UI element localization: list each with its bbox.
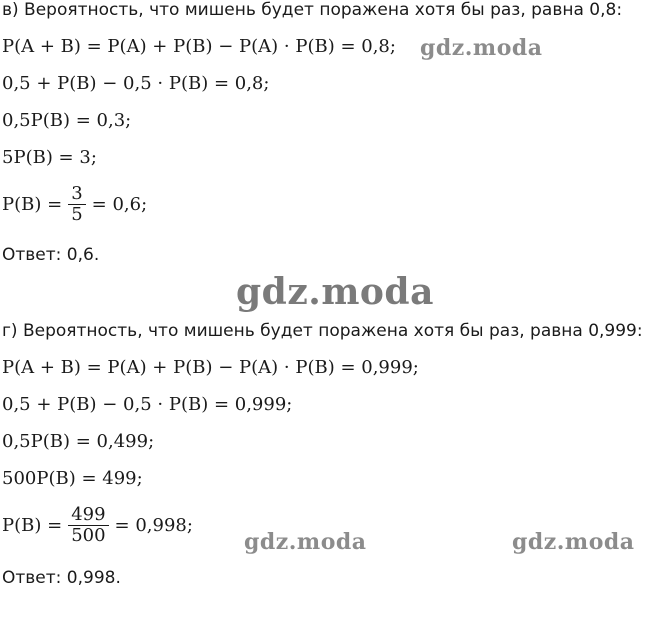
part-g-heading: г) Вероятность, что мишень будет поражена хотя бы раз, равна 0,999:	[2, 321, 643, 341]
part-g-fraction	[68, 505, 108, 546]
part-g-fraction-equation	[2, 505, 193, 546]
part-v-fraction-rhs: = 0,6;	[91, 194, 148, 215]
part-g-equation-1: P(A + B) = P(A) + P(B) − P(A) · P(B) = 0,999;	[2, 357, 419, 378]
part-v-heading: в) Вероятность, что мишень будет поражена хотя бы раз, равна 0,8:	[2, 0, 623, 20]
part-v-answer: Ответ: 0,6.	[2, 245, 100, 265]
watermark-1: gdz.moda	[420, 35, 543, 61]
part-v-fraction-equation	[2, 184, 147, 225]
part-g-equation-2: 0,5 + P(B) − 0,5 · P(B) = 0,999;	[2, 394, 293, 415]
part-g-numerator: 499	[71, 504, 106, 525]
part-v-equation-4: 5P(B) = 3;	[2, 147, 97, 168]
part-v-denominator: 5	[68, 204, 85, 225]
part-g-equation-4: 500P(B) = 499;	[2, 468, 143, 489]
part-g-fraction-rhs: = 0,998;	[114, 515, 193, 536]
part-g-fraction-lhs: P(B) =	[2, 515, 63, 536]
watermark-3: gdz.moda	[244, 529, 367, 555]
part-g-equation-3: 0,5P(B) = 0,499;	[2, 431, 155, 452]
part-v-numerator: 3	[71, 183, 83, 204]
part-v-equation-1: P(A + B) = P(A) + P(B) − P(A) · P(B) = 0,8;	[2, 36, 396, 57]
part-v-fraction	[68, 184, 85, 225]
watermark-4: gdz.moda	[512, 529, 635, 555]
part-v-equation-2: 0,5 + P(B) − 0,5 · P(B) = 0,8;	[2, 73, 270, 94]
part-g-denominator: 500	[68, 525, 108, 546]
part-v-equation-3: 0,5P(B) = 0,3;	[2, 110, 132, 131]
watermark-2: gdz.moda	[236, 271, 434, 313]
part-g-answer: Ответ: 0,998.	[2, 568, 121, 588]
part-v-fraction-lhs: P(B) =	[2, 194, 63, 215]
